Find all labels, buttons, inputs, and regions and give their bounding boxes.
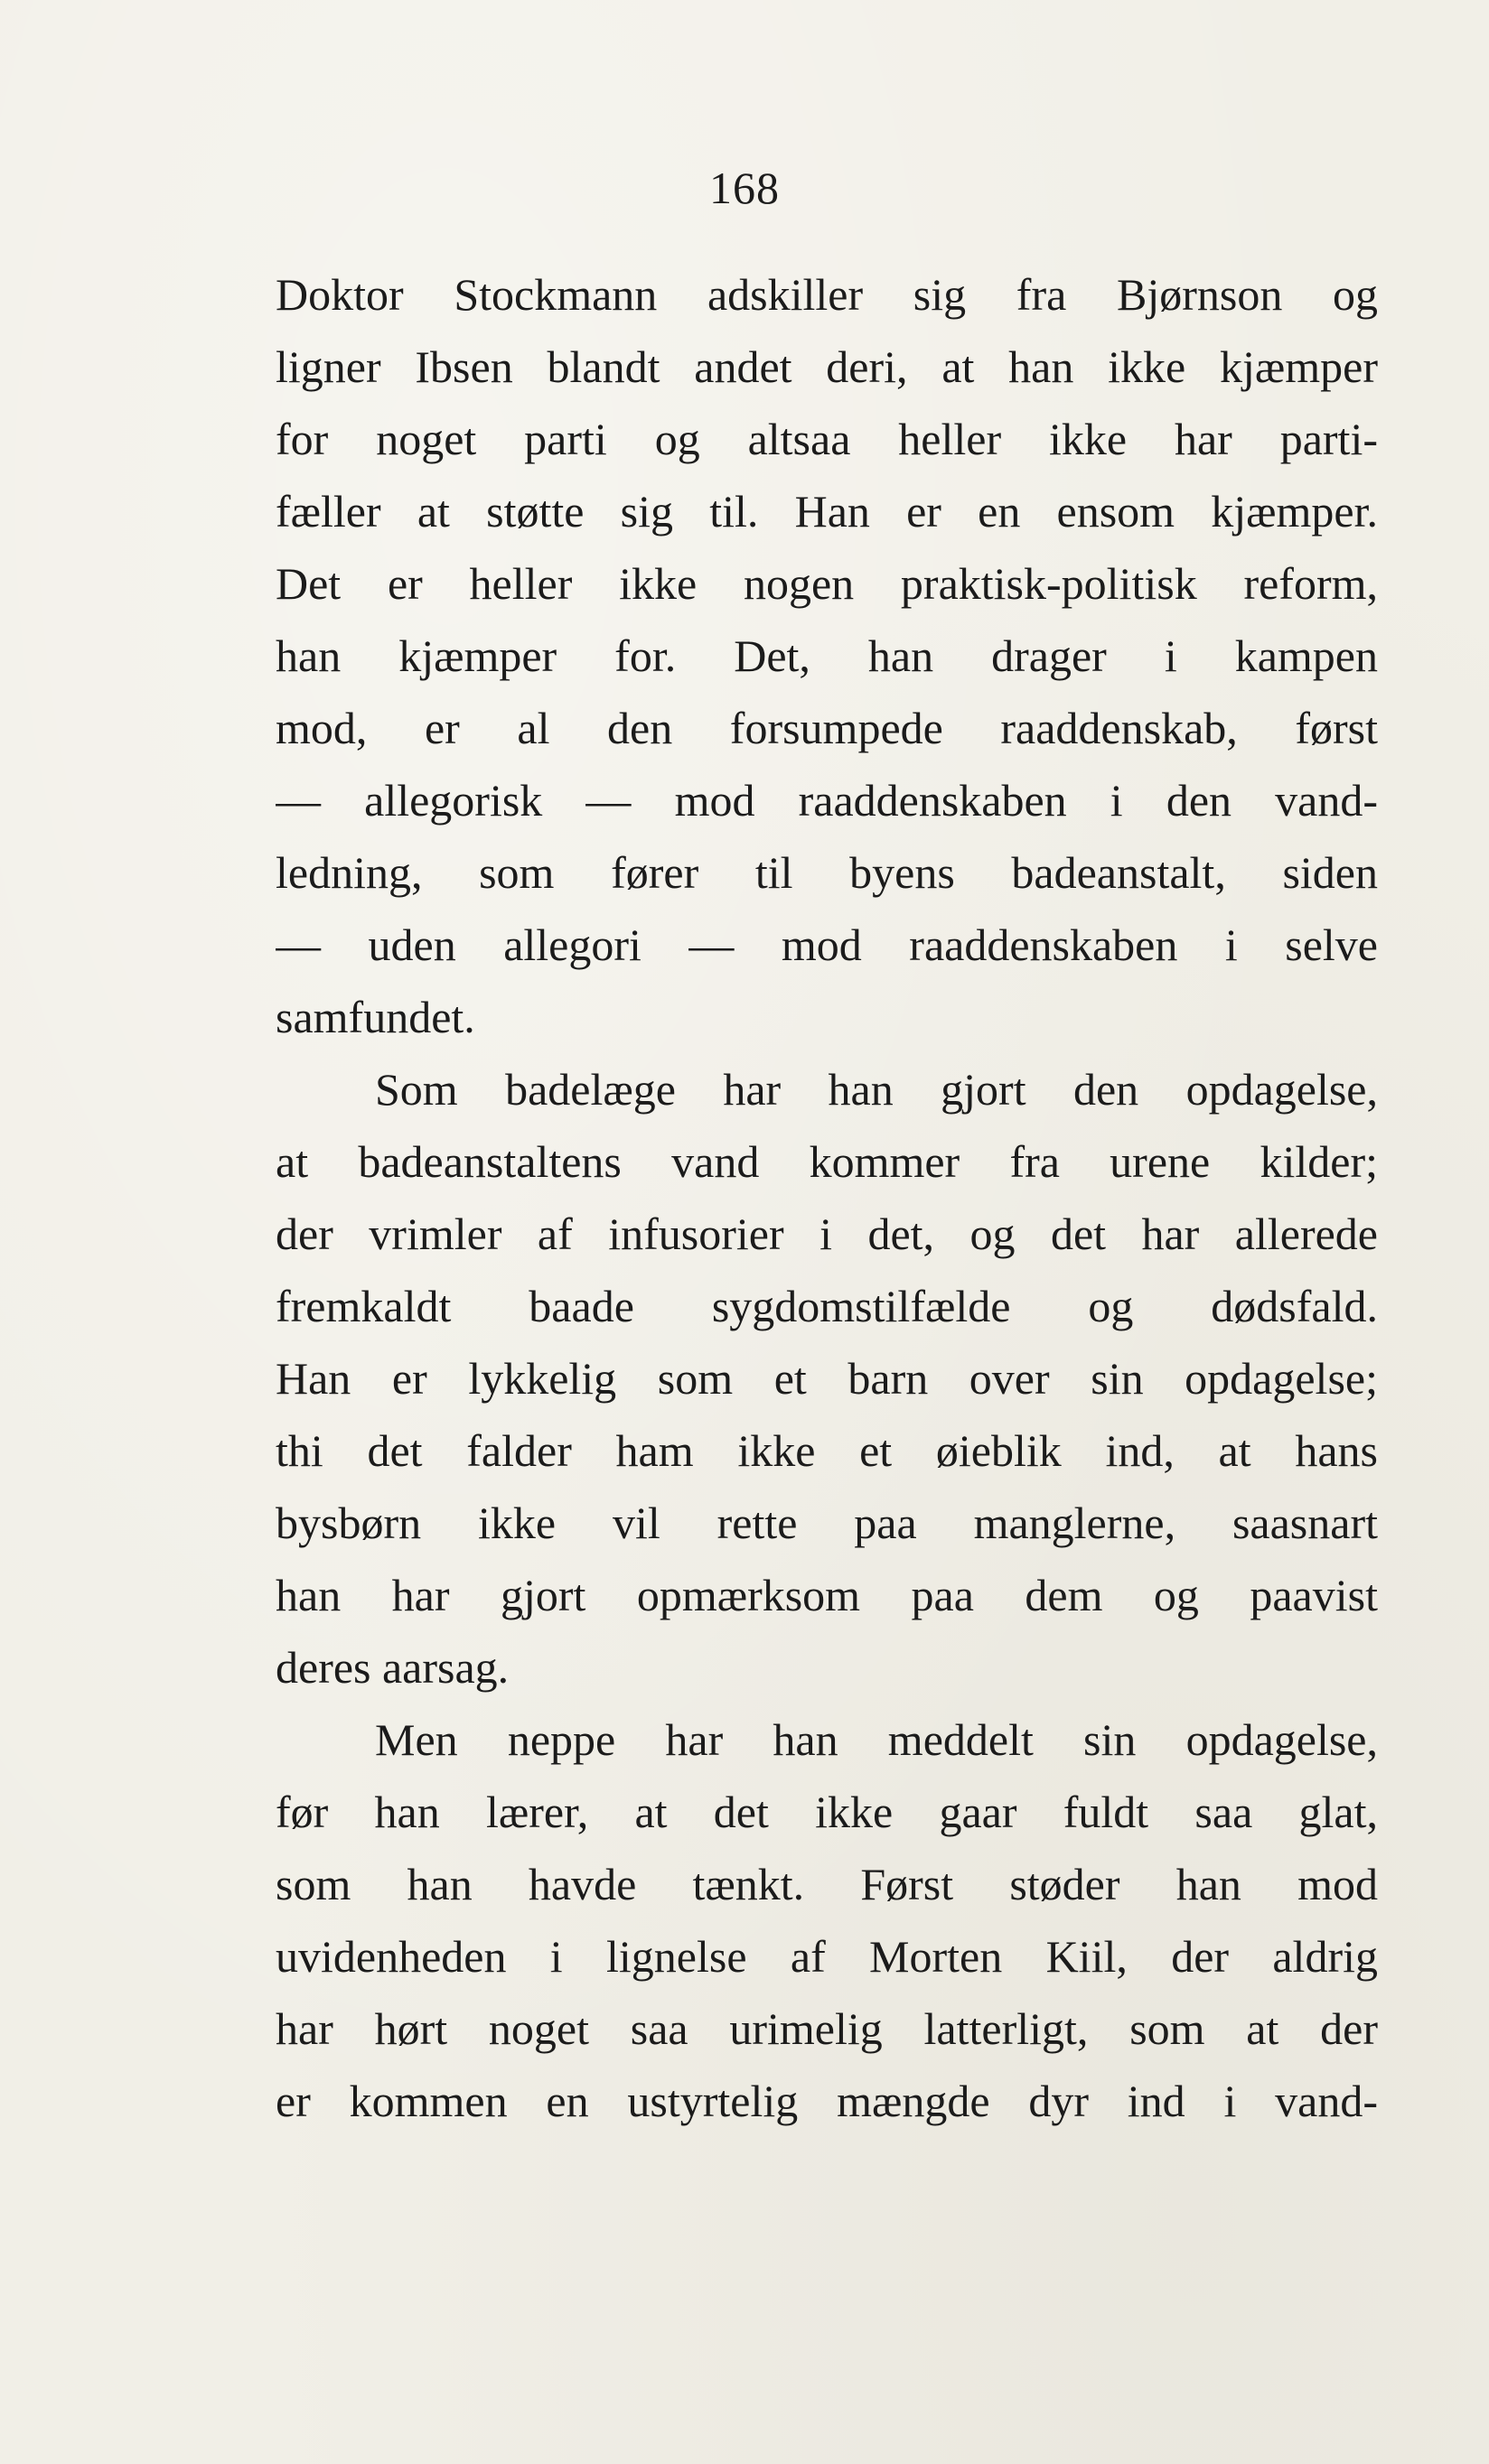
- paragraph-2: [276, 1053, 1378, 1703]
- paragraph-3: [276, 1703, 1378, 2137]
- text-line: Doktor Stockmann adskiller sig fra Bjørnson og: [276, 269, 1378, 320]
- text-line: mod, er al den forsumpede raaddenskab, først: [276, 703, 1378, 753]
- text-line: — allegorisk — mod raaddenskaben i den vand-: [276, 775, 1378, 826]
- text-line: thi det falder ham ikke et øieblik ind, at hans: [276, 1425, 1378, 1476]
- text-line: Han er lykkelig som et barn over sin opdagelse;: [276, 1353, 1378, 1404]
- text-line: ligner Ibsen blandt andet deri, at han ikke kjæmper: [276, 341, 1378, 392]
- text-line: Som badelæge har han gjort den opdagelse,: [375, 1064, 1378, 1115]
- text-line: han har gjort opmærksom paa dem og paavist: [276, 1570, 1378, 1620]
- text-line: for noget parti og altsaa heller ikke har parti-: [276, 414, 1378, 464]
- paragraph-1: [276, 258, 1378, 1053]
- text-line: bysbørn ikke vil rette paa manglerne, saasnart: [276, 1498, 1378, 1548]
- text-line: Men neppe har han meddelt sin opdagelse,: [375, 1714, 1378, 1765]
- text-line: før han lærer, at det ikke gaar fuldt saa glat,: [276, 1787, 1378, 1837]
- page-number: 168: [709, 163, 780, 213]
- text-line: samfundet.: [276, 992, 475, 1042]
- text-line: at badeanstaltens vand kommer fra urene kilder;: [276, 1136, 1378, 1187]
- text-line: som han havde tænkt. Først støder han mod: [276, 1859, 1378, 1909]
- text-line: fremkaldt baade sygdomstilfælde og dødsfald.: [276, 1281, 1378, 1331]
- text-line: han kjæmper for. Det, han drager i kampen: [276, 630, 1378, 681]
- text-line: Det er heller ikke nogen praktisk-politisk reform,: [276, 558, 1378, 609]
- text-line: har hørt noget saa urimelig latterligt, som at der: [276, 2003, 1378, 2054]
- text-line: ledning, som fører til byens badeanstalt, siden: [276, 847, 1378, 898]
- body-text: [276, 258, 1378, 2137]
- text-line: — uden allegori — mod raaddenskaben i selve: [276, 919, 1378, 970]
- text-line: deres aarsag.: [276, 1642, 510, 1693]
- text-line: er kommen en ustyrtelig mængde dyr ind i vand-: [276, 2076, 1378, 2126]
- text-line: uvidenheden i lignelse af Morten Kiil, der aldrig: [276, 1931, 1378, 1982]
- text-line: der vrimler af infusorier i det, og det har allerede: [276, 1209, 1378, 1259]
- text-line: fæller at støtte sig til. Han er en ensom kjæmper.: [276, 486, 1378, 537]
